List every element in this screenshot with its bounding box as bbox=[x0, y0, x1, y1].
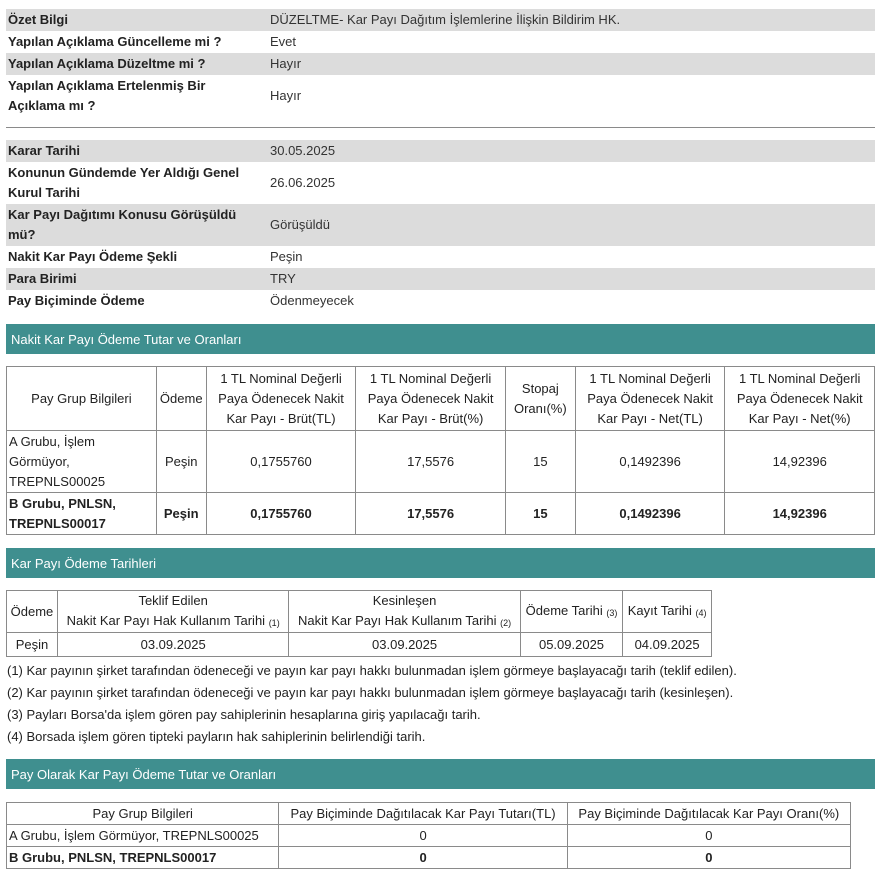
currency-value: TRY bbox=[270, 271, 296, 286]
general-assembly-row bbox=[6, 162, 875, 204]
table-row bbox=[7, 633, 712, 657]
summary-value: DÜZELTME- Kar Payı Dağıtım İşlemlerine İlişkin Bildirim HK. bbox=[270, 12, 621, 27]
header-cell: Kayıt Tarihi $_{(4)}$ bbox=[623, 591, 712, 633]
rate-cell: 0 bbox=[567, 847, 850, 869]
payment-method-value: Peşin bbox=[270, 249, 303, 264]
net-tl-cell: 0,1492396 bbox=[575, 493, 725, 535]
offered-date-cell: 03.09.2025 bbox=[57, 633, 288, 657]
general-assembly-label-line1: Konunun Gündemde Yer Aldığı Genel bbox=[8, 165, 240, 180]
update-row bbox=[6, 31, 875, 53]
summary-row bbox=[6, 9, 875, 31]
decision-date-row bbox=[6, 140, 875, 162]
cash-section-header: Nakit Kar Payı Ödeme Tutar ve Oranları bbox=[6, 324, 875, 354]
update-value: Evet bbox=[270, 34, 297, 49]
share-payment-row bbox=[6, 290, 875, 312]
table-row bbox=[7, 431, 875, 493]
deferred-label bbox=[6, 76, 263, 116]
header-cell: Stopaj Oranı(%) bbox=[505, 367, 575, 431]
record-date-cell: 04.09.2025 bbox=[623, 633, 712, 657]
header-cell: 1 TL Nominal Değerli Paya Ödenecek Nakit Kar Payı - Brüt(%) bbox=[356, 367, 506, 431]
withholding-cell: 15 bbox=[505, 493, 575, 535]
header-cell: Ödeme Tarihi $_{(3)}$ bbox=[520, 591, 622, 633]
table-row bbox=[7, 825, 851, 847]
general-assembly-label-line2: Kurul Tarihi bbox=[8, 185, 80, 200]
header-cell: Pay Grup Bilgileri bbox=[7, 803, 279, 825]
currency-row bbox=[6, 268, 875, 290]
decision-date-label: Karar Tarihi bbox=[8, 143, 81, 158]
payment-cell: Peşin bbox=[156, 431, 206, 493]
header-cell: Ödeme bbox=[7, 591, 58, 633]
gross-pct-cell: 17,5576 bbox=[356, 431, 506, 493]
summary-label: Özet Bilgi bbox=[8, 12, 68, 27]
correction-label: Yapılan Açıklama Düzeltme mi ? bbox=[8, 56, 206, 71]
discussed-label-line2: mü? bbox=[8, 227, 36, 242]
deferred-row bbox=[6, 75, 875, 117]
group-cell: B Grubu, PNLSN, TREPNLS00017 bbox=[7, 493, 157, 535]
payment-cell: Peşin bbox=[156, 493, 206, 535]
deferred-label-line1: Yapılan Açıklama Ertelenmiş Bir bbox=[8, 78, 206, 93]
header-cell: Pay Grup Bilgileri bbox=[7, 367, 157, 431]
divider bbox=[6, 127, 875, 128]
gross-tl-cell: 0,1755760 bbox=[206, 431, 356, 493]
header-cell: Pay Biçiminde Dağıtılacak Kar Payı Tutarı(TL) bbox=[279, 803, 567, 825]
header-cell: Kesinleşen Nakit Kar Payı Hak Kullanım Tarihi $_{(2)}$ bbox=[289, 591, 520, 633]
header-cell: 1 TL Nominal Değerli Paya Ödenecek Nakit Kar Payı - Net(%) bbox=[725, 367, 875, 431]
footnote: (3) Payları Borsa'da işlem gören pay sahiplerinin hesaplarına giriş yapılacağı tarih. bbox=[7, 707, 481, 722]
decision-date-value: 30.05.2025 bbox=[270, 143, 336, 158]
cash-table-header-row bbox=[7, 367, 875, 431]
group-cell: A Grubu, İşlem Görmüyor, TREPNLS00025 bbox=[7, 431, 157, 493]
footnote: (2) Kar payının şirket tarafından ödeneceği ve payın kar payı hakkı bulunmadan işlem görmeye başlayacağı tarih (kesinleşen). bbox=[7, 685, 734, 700]
header-cell: Ödeme bbox=[156, 367, 206, 431]
table-row bbox=[7, 493, 875, 535]
deferred-label-line2: Açıklama mı ? bbox=[8, 98, 96, 113]
discussed-label-line1: Kar Payı Dağıtımı Konusu Görüşüldü bbox=[8, 207, 237, 222]
net-pct-cell: 14,92396 bbox=[725, 493, 875, 535]
amount-cell: 0 bbox=[279, 825, 567, 847]
share-section-header: Pay Olarak Kar Payı Ödeme Tutar ve Oranları bbox=[6, 759, 875, 789]
payment-cell: Peşin bbox=[7, 633, 58, 657]
footnote: (1) Kar payının şirket tarafından ödeneceği ve payın kar payı hakkı bulunmadan işlem görmeye başlayacağı tarih (teklif edilen). bbox=[7, 663, 737, 678]
share-payment-label: Pay Biçiminde Ödeme bbox=[8, 293, 145, 308]
cash-dividend-table bbox=[6, 366, 875, 535]
share-table-header-row bbox=[7, 803, 851, 825]
correction-row bbox=[6, 53, 875, 75]
group-cell: A Grubu, İşlem Görmüyor, TREPNLS00025 bbox=[7, 825, 279, 847]
net-pct-cell: 14,92396 bbox=[725, 431, 875, 493]
dates-table-header-row bbox=[7, 591, 712, 633]
header-cell: Pay Biçiminde Dağıtılacak Kar Payı Oranı(%) bbox=[567, 803, 850, 825]
header-cell: 1 TL Nominal Değerli Paya Ödenecek Nakit Kar Payı - Brüt(TL) bbox=[206, 367, 356, 431]
deferred-value: Hayır bbox=[270, 88, 302, 103]
net-tl-cell: 0,1492396 bbox=[575, 431, 725, 493]
correction-value: Hayır bbox=[270, 56, 302, 71]
share-payment-value: Ödenmeyecek bbox=[270, 293, 354, 308]
dates-section-header: Kar Payı Ödeme Tarihleri bbox=[6, 548, 875, 578]
update-label: Yapılan Açıklama Güncelleme mi ? bbox=[8, 34, 222, 49]
discussed-value: Görüşüldü bbox=[270, 217, 330, 232]
general-assembly-label bbox=[6, 163, 263, 203]
general-assembly-value: 26.06.2025 bbox=[270, 175, 336, 190]
rate-cell: 0 bbox=[567, 825, 850, 847]
payment-method-label: Nakit Kar Payı Ödeme Şekli bbox=[8, 249, 178, 264]
table-row bbox=[7, 847, 851, 869]
header-cell: Teklif Edilen Nakit Kar Payı Hak Kullanım Tarihi $_{(1)}$ bbox=[57, 591, 288, 633]
footnote: (4) Borsada işlem gören tipteki payların hak sahiplerinin belirlendiği tarih. bbox=[7, 729, 426, 744]
final-date-cell: 03.09.2025 bbox=[289, 633, 520, 657]
header-cell: 1 TL Nominal Değerli Paya Ödenecek Nakit Kar Payı - Net(TL) bbox=[575, 367, 725, 431]
gross-tl-cell: 0,1755760 bbox=[206, 493, 356, 535]
payment-method-row bbox=[6, 246, 875, 268]
share-dividend-table bbox=[6, 802, 851, 869]
pay-date-cell: 05.09.2025 bbox=[520, 633, 622, 657]
payment-dates-table bbox=[6, 590, 712, 657]
group-cell: B Grubu, PNLSN, TREPNLS00017 bbox=[7, 847, 279, 869]
discussed-label bbox=[6, 205, 263, 245]
amount-cell: 0 bbox=[279, 847, 567, 869]
discussed-row bbox=[6, 204, 875, 246]
withholding-cell: 15 bbox=[505, 431, 575, 493]
gross-pct-cell: 17,5576 bbox=[356, 493, 506, 535]
currency-label: Para Birimi bbox=[8, 271, 77, 286]
